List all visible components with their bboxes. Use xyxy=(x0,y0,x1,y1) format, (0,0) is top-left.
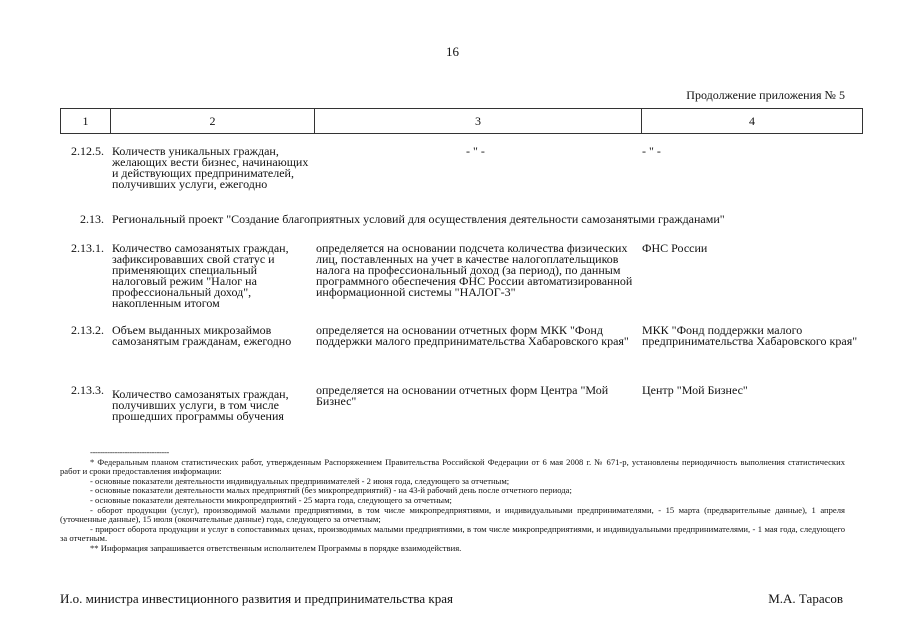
section-title: Региональный проект "Создание благоприятных условий для осуществления деятельности самозанятыми гражданами" xyxy=(112,212,725,226)
data-source: ФНС России xyxy=(642,241,708,255)
data-source: - " - xyxy=(642,144,661,158)
calculation-method: определяется на основании подсчета количества физических лиц, поставленных на учет в качестве налогоплательщиков налога на профессиональный доход (за период), по данным программного обеспечения ФНС России автоматизированной информационной системы "НАЛОГ-3" xyxy=(316,241,633,299)
data-source: МКК "Фонд поддержки малого предпринимательства Хабаровского края" xyxy=(642,323,858,348)
footnote-2: ** Информация запрашивается ответственным исполнителем Программы в порядке взаимодействия. xyxy=(90,542,462,553)
signatory-name: М.А. Тарасов xyxy=(768,591,843,606)
footnote-bullet: - основные показатели деятельности микропредприятий - 25 марта года, следующего за отчетным; xyxy=(90,494,452,505)
column-header-3: 3 xyxy=(315,109,642,134)
signatory-position: И.о. министра инвестиционного развития и предпринимательства края xyxy=(60,591,453,606)
indicator-name: Количеств уникальных граждан, желающих вести бизнес, начинающих и действующих предпринимателей, получивших услуги, ежегодно xyxy=(112,144,309,191)
footnote-bullet: - прирост оборота продукции и услуг в сопоставимых ценах, производимых малыми предприятиями, в том числе микропредприятиями, и индивидуальными предпринимателями, - 1 мая года, следующего за отчетным. xyxy=(60,523,845,544)
footnote-bullet: - основные показатели деятельности индивидуальных предпринимателей - 2 июня года, следующего за отчетным; xyxy=(90,475,510,486)
table-header xyxy=(60,108,863,134)
table-header-row xyxy=(61,109,863,134)
indicator-name: Объем выданных микрозаймов самозанятым гражданам, ежегодно xyxy=(112,323,292,348)
data-source: Центр "Мой Бизнес" xyxy=(642,383,748,397)
row-number: 2.13.2. xyxy=(71,323,104,337)
footnote-separator: -------------------------------- xyxy=(90,447,169,457)
column-header-1: 1 xyxy=(61,109,111,134)
row-number: 2.13.3. xyxy=(71,383,104,397)
appendix-note: Продолжение приложения № 5 xyxy=(686,88,845,102)
indicator-name: Количество самозанятых граждан, зафиксировавших свой статус и применяющих специальный налоговый режим "Налог на профессиональный доход", накопленным итогом xyxy=(112,241,289,310)
page-number: 16 xyxy=(446,44,459,59)
row-number: 2.12.5. xyxy=(71,144,104,158)
calculation-method: - " - xyxy=(466,144,485,158)
footnote-bullet: - оборот продукции (услуг), производимой малыми предприятиями, в том числе микропредприятиями, и индивидуальными предпринимателями, - 15 марта (предварительные данные), 1 апреля (уточненные данные), 15 июля (окончательные данные) года, следующего за отчетным; xyxy=(60,504,845,525)
footnotes xyxy=(60,448,845,554)
row-number: 2.13.1. xyxy=(71,241,104,255)
indicator-name: Количество самозанятых граждан, получивших услуги, в том числе прошедших программы обучения xyxy=(112,387,289,423)
footnote-bullet: - основные показатели деятельности малых предприятий (без микропредприятий) - на 43-й рабочий день после отчетного периода; xyxy=(90,485,572,496)
row-number: 2.13. xyxy=(80,212,104,226)
calculation-method: определяется на основании отчетных форм Центра "Мой Бизнес" xyxy=(316,383,609,408)
calculation-method: определяется на основании отчетных форм МКК "Фонд поддержки малого предпринимательства Хабаровского края" xyxy=(316,323,629,348)
column-header-2: 2 xyxy=(111,109,315,134)
column-header-4: 4 xyxy=(642,109,863,134)
footnote-1: * Федеральным планом статистических работ, утвержденным Распоряжением Правительства Российской Федерации от 6 мая 2008 г. № 671-р, установлены периодичность выполнения статистических работ и сроки предоставления информации: xyxy=(60,456,845,477)
